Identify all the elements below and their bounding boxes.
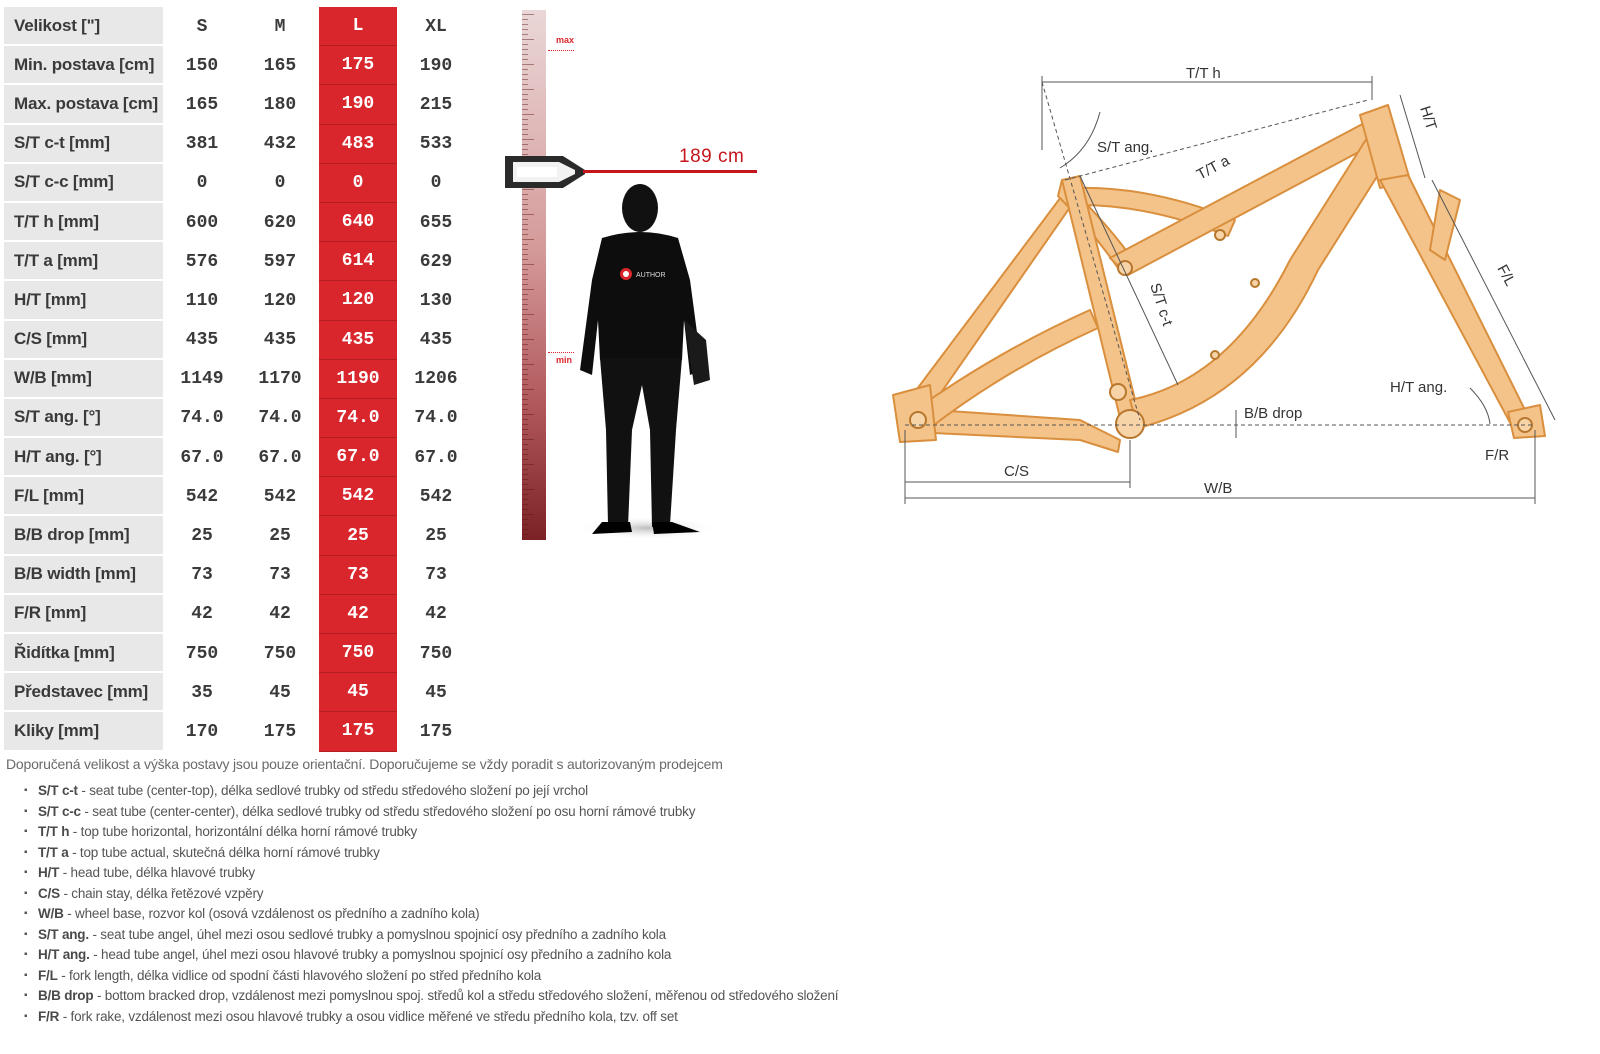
ruler-tick <box>522 464 534 465</box>
ruler-tick <box>522 429 528 430</box>
ruler-tick <box>522 404 528 405</box>
ruler-tick <box>522 129 528 130</box>
frame-geometry-diagram <box>880 55 1580 525</box>
ruler-tick <box>522 514 534 515</box>
label-ht-ang: H/T ang. <box>1390 379 1448 396</box>
cell-size-s: 25 <box>191 526 213 547</box>
cell-size-l: 67.0 <box>319 438 397 477</box>
ruler-tick <box>522 29 528 30</box>
cell-size-m: 45 <box>269 682 291 703</box>
note-text: - bottom bracked drop, vzdálenost mezi pomyslnou spoj. středů kol a středu středového složení, měřenou od středového složení <box>93 988 839 1003</box>
ruler-tick <box>522 359 528 360</box>
ruler-tick <box>522 494 528 495</box>
ruler-tick <box>522 424 528 425</box>
cell-size-s: 73 <box>191 565 213 586</box>
geometry-notes <box>6 756 1006 1027</box>
cell-size-s: 1149 <box>180 369 224 390</box>
ruler-tick <box>522 519 528 520</box>
row-label: F/L [mm] <box>4 477 163 516</box>
ruler-tick <box>522 139 534 140</box>
ruler-tick <box>522 469 528 470</box>
cell-size-xl: 73 <box>425 565 447 586</box>
note-term: W/B <box>38 906 64 921</box>
ruler-tick <box>522 254 528 255</box>
note-item <box>24 925 1006 946</box>
cell-size-m: 432 <box>263 134 297 155</box>
ruler-tick <box>522 479 528 480</box>
cell-size-s: 150 <box>185 55 219 76</box>
size-s-header: S <box>196 16 208 37</box>
ruler-min-marker <box>548 352 574 353</box>
cell-size-l: 750 <box>319 634 397 673</box>
cell-size-xl: 130 <box>419 290 453 311</box>
label-st-ang: S/T ang. <box>1097 139 1154 156</box>
note-text: - wheel base, rozvor kol (osová vzdálenost os předního a zadního kola) <box>63 906 480 921</box>
row-label: F/R [mm] <box>4 595 163 634</box>
row-label: H/T ang. [°] <box>4 438 163 477</box>
ruler-tick <box>522 409 528 410</box>
cell-size-xl: 67.0 <box>414 447 458 468</box>
ruler-tick <box>522 74 528 75</box>
cell-size-l: 435 <box>319 321 397 360</box>
table-body <box>4 46 475 751</box>
ruler-tick <box>522 459 528 460</box>
ruler-tick <box>522 99 528 100</box>
ruler-tick <box>522 219 528 220</box>
note-term: B/B drop <box>38 988 94 1003</box>
ruler-tick <box>522 454 528 455</box>
note-text: - fork length, délka vidlice od spodní části hlavového složení po střed předního kola <box>57 967 542 983</box>
table-row <box>4 360 475 399</box>
cell-size-m: 750 <box>263 643 297 664</box>
ruler-tick <box>522 509 528 510</box>
label-bb-drop: B/B drop <box>1244 405 1303 422</box>
ruler-tick <box>522 354 528 355</box>
ruler-tick <box>522 294 528 295</box>
ruler-tick <box>522 289 534 290</box>
ruler-tick <box>522 234 528 235</box>
ruler-tick <box>522 489 534 490</box>
ruler-tick <box>522 229 528 230</box>
ruler-tick <box>522 59 528 60</box>
note-term: H/T <box>38 865 60 880</box>
ruler-tick <box>522 224 528 225</box>
row-label: Min. postava [cm] <box>4 46 163 85</box>
ruler-tick <box>522 44 528 45</box>
rider-height-label: 189 cm <box>679 146 745 167</box>
cell-size-s: 67.0 <box>180 447 224 468</box>
table-header-row <box>4 7 475 46</box>
cell-size-xl: 629 <box>419 251 453 272</box>
table-row <box>4 164 475 203</box>
ruler-tick <box>522 209 528 210</box>
ruler-tick <box>522 214 534 215</box>
note-item <box>24 966 1006 987</box>
ruler-tick <box>522 444 528 445</box>
ruler-tick <box>522 14 534 15</box>
row-label: W/B [mm] <box>4 360 163 399</box>
ruler-tick <box>522 339 534 340</box>
ruler-tick <box>522 364 534 365</box>
note-term: S/T c-t <box>38 783 78 798</box>
cell-size-l: 175 <box>319 712 397 751</box>
cell-size-m: 42 <box>269 604 291 625</box>
ruler-tick <box>522 264 534 265</box>
ruler-tick <box>522 284 528 285</box>
ruler-tick <box>522 39 534 40</box>
cell-size-l: 640 <box>319 203 397 242</box>
cell-size-xl: 175 <box>419 721 453 742</box>
label-st-ct: S/T c-t <box>1146 280 1176 328</box>
ruler-tick <box>522 199 528 200</box>
ruler-tick <box>522 194 528 195</box>
note-item <box>24 945 1006 966</box>
note-term: T/T h <box>38 824 70 839</box>
label-cs: C/S <box>1004 463 1030 480</box>
row-label: H/T [mm] <box>4 281 163 320</box>
note-text: - top tube actual, skutečná délka horní rámové trubky <box>68 844 380 860</box>
table-row <box>4 556 475 595</box>
size-l-header: L <box>319 7 397 46</box>
ruler-tick <box>522 529 528 530</box>
cell-size-s: 74.0 <box>180 408 224 429</box>
ruler-tick <box>522 524 528 525</box>
cell-size-l: 42 <box>319 595 397 634</box>
ruler-tick <box>522 49 528 50</box>
ruler-tick <box>522 344 528 345</box>
ruler-tick <box>522 329 528 330</box>
height-ruler <box>522 10 546 540</box>
ruler-tick <box>522 54 528 55</box>
cell-size-s: 600 <box>185 212 219 233</box>
ruler-tick <box>522 259 528 260</box>
ruler-tick <box>522 244 528 245</box>
ruler-tick <box>522 499 528 500</box>
cell-size-l: 0 <box>319 164 397 203</box>
table-row <box>4 399 475 438</box>
cell-size-m: 74.0 <box>258 408 302 429</box>
ruler-max-label: max <box>556 35 575 45</box>
ruler-tick <box>522 319 528 320</box>
cell-size-m: 175 <box>263 721 297 742</box>
row-label: T/T h [mm] <box>4 203 163 242</box>
ruler-tick <box>522 239 534 240</box>
ruler-tick <box>522 269 528 270</box>
cell-size-l: 483 <box>319 125 397 164</box>
cell-size-s: 42 <box>191 604 213 625</box>
note-term: C/S <box>38 885 60 901</box>
note-term: F/L <box>38 967 58 983</box>
note-text: - top tube horizontal, horizontální délka horní rámové trubky <box>69 824 418 839</box>
size-xl-header: XL <box>425 16 447 37</box>
cell-size-xl: 42 <box>425 604 447 625</box>
label-fl: F/L <box>1493 261 1519 290</box>
ruler-tick <box>522 314 534 315</box>
row-label: S/T ang. [°] <box>4 399 163 438</box>
table-row <box>4 634 475 673</box>
label-fr: F/R <box>1485 447 1510 464</box>
row-label: S/T c-t [mm] <box>4 125 163 164</box>
table-row <box>4 477 475 516</box>
note-item <box>24 822 1006 843</box>
note-item <box>24 884 1006 905</box>
geometry-table <box>4 7 475 752</box>
cell-size-xl: 435 <box>419 330 453 351</box>
ruler-tick <box>522 119 528 120</box>
cell-size-m: 0 <box>274 173 286 194</box>
note-term: T/T a <box>38 844 69 860</box>
cell-size-m: 67.0 <box>258 447 302 468</box>
label-ht: H/T <box>1416 103 1440 133</box>
table-row <box>4 321 475 360</box>
ruler-tick <box>522 69 528 70</box>
cell-size-xl: 750 <box>419 643 453 664</box>
cell-size-s: 381 <box>185 134 219 155</box>
ruler-tick <box>522 79 528 80</box>
ruler-tick <box>522 324 528 325</box>
ruler-tick <box>522 109 528 110</box>
row-label: S/T c-c [mm] <box>4 164 163 203</box>
ruler-tick <box>522 19 528 20</box>
note-item <box>24 986 1006 1007</box>
ruler-tick <box>522 389 534 390</box>
ruler-tick <box>522 434 528 435</box>
table-row <box>4 673 475 712</box>
cell-size-s: 35 <box>191 682 213 703</box>
ruler-tick <box>522 94 528 95</box>
note-term: F/R <box>38 1008 60 1024</box>
table-row <box>4 516 475 555</box>
cell-size-m: 120 <box>263 290 297 311</box>
row-label: Představec [mm] <box>4 673 163 712</box>
note-text: - head tube angel, úhel mezi osou hlavové trubky a pomyslnou spojnicí osy předního a zadního kola <box>89 947 672 962</box>
cell-size-l: 1190 <box>319 360 397 399</box>
cell-size-s: 750 <box>185 643 219 664</box>
ruler-tick <box>522 399 528 400</box>
rider-silhouette <box>572 170 722 550</box>
size-header-label: Velikost ["] <box>4 7 163 46</box>
ruler-tick <box>522 419 528 420</box>
ruler-tick <box>522 299 528 300</box>
row-label: Kliky [mm] <box>4 712 163 751</box>
note-text: - head tube, délka hlavové trubky <box>59 865 255 880</box>
note-term: S/T c-c <box>38 803 81 819</box>
row-label: Řidítka [mm] <box>4 634 163 673</box>
ruler-tick <box>522 204 528 205</box>
table-row <box>4 242 475 281</box>
table-row <box>4 281 475 320</box>
ruler-tick <box>522 64 534 65</box>
cell-size-xl: 655 <box>419 212 453 233</box>
note-item <box>24 802 1006 823</box>
cell-size-m: 165 <box>263 55 297 76</box>
ruler-tick <box>522 394 528 395</box>
ruler-tick <box>522 474 528 475</box>
row-label: B/B drop [mm] <box>4 516 163 555</box>
cell-size-l: 190 <box>319 85 397 124</box>
cell-size-l: 542 <box>319 477 397 516</box>
label-tt-a: T/T a <box>1193 152 1233 184</box>
cell-size-xl: 190 <box>419 55 453 76</box>
ruler-tick <box>522 279 528 280</box>
table-row <box>4 595 475 634</box>
cell-size-m: 1170 <box>258 369 302 390</box>
cell-size-xl: 45 <box>425 682 447 703</box>
row-label: T/T a [mm] <box>4 242 163 281</box>
notes-intro: Doporučená velikost a výška postavy jsou pouze orientační. Doporučujeme se vždy poradit s autorizovaným prodejcem <box>6 756 723 772</box>
cell-size-l: 73 <box>319 556 397 595</box>
ruler-tick <box>522 89 534 90</box>
note-item <box>24 781 1006 802</box>
table-row <box>4 85 475 124</box>
cell-size-m: 25 <box>269 526 291 547</box>
cell-size-m: 542 <box>263 486 297 507</box>
ruler-tick <box>522 439 534 440</box>
cell-size-s: 170 <box>185 721 219 742</box>
ruler-max-marker <box>548 50 574 51</box>
ruler-tick <box>522 144 528 145</box>
cell-size-s: 0 <box>196 173 208 194</box>
ruler-tick <box>522 534 528 535</box>
cell-size-s: 435 <box>185 330 219 351</box>
table-row <box>4 46 475 85</box>
ruler-tick <box>522 384 528 385</box>
cell-size-l: 74.0 <box>319 399 397 438</box>
label-wb: W/B <box>1204 480 1233 497</box>
cell-size-m: 180 <box>263 94 297 115</box>
ruler-tick <box>522 114 534 115</box>
note-text: - chain stay, délka řetězové vzpěry <box>59 885 264 901</box>
ruler-tick <box>522 349 528 350</box>
table-row <box>4 125 475 164</box>
ruler-tick <box>522 84 528 85</box>
row-label: Max. postava [cm] <box>4 85 163 124</box>
cell-size-l: 45 <box>319 673 397 712</box>
ruler-min-label: min <box>556 355 573 365</box>
ruler-tick <box>522 274 528 275</box>
note-text: - seat tube angel, úhel mezi osou sedlové trubky a pomyslnou spojnicí osy předního a zadního kola <box>88 926 666 942</box>
cell-size-xl: 533 <box>419 134 453 155</box>
ruler-tick <box>522 379 528 380</box>
label-tt-h: T/T h <box>1186 65 1221 82</box>
table-row <box>4 438 475 477</box>
cell-size-xl: 25 <box>425 526 447 547</box>
ruler-tick <box>522 24 528 25</box>
row-label: C/S [mm] <box>4 321 163 360</box>
cell-size-s: 165 <box>185 94 219 115</box>
row-label: B/B width [mm] <box>4 556 163 595</box>
cell-size-l: 25 <box>319 516 397 555</box>
ruler-tick <box>522 414 534 415</box>
note-term: H/T ang. <box>38 947 90 962</box>
ruler-tick <box>522 334 528 335</box>
cell-size-l: 175 <box>319 46 397 85</box>
ruler-tick <box>522 369 528 370</box>
cell-size-xl: 542 <box>419 486 453 507</box>
cell-size-xl: 0 <box>430 173 442 194</box>
note-item <box>24 843 1006 864</box>
cell-size-s: 542 <box>185 486 219 507</box>
jersey-brand-text: AUTHOR <box>636 272 666 279</box>
cell-size-xl: 74.0 <box>414 408 458 429</box>
note-text: - seat tube (center-top), délka sedlové trubky od středu středového složení po její vrchol <box>77 783 588 798</box>
cell-size-xl: 1206 <box>414 369 458 390</box>
cell-size-l: 120 <box>319 281 397 320</box>
cell-size-l: 614 <box>319 242 397 281</box>
ruler-tick <box>522 504 528 505</box>
ruler-tick <box>522 304 528 305</box>
note-text: - seat tube (center-center), délka sedlové trubky od středu středového složení po osu horní rámové trubky <box>80 803 696 819</box>
note-item <box>24 863 1006 884</box>
table-row <box>4 712 475 751</box>
cell-size-m: 597 <box>263 251 297 272</box>
cell-size-s: 576 <box>185 251 219 272</box>
ruler-tick <box>522 449 528 450</box>
ruler-tick <box>522 104 528 105</box>
size-m-header: M <box>274 16 286 37</box>
cell-size-m: 435 <box>263 330 297 351</box>
note-item <box>24 904 1006 925</box>
ruler-tick <box>522 34 528 35</box>
ruler-tick <box>522 484 528 485</box>
ruler-tick <box>522 124 528 125</box>
ruler-tick <box>522 249 528 250</box>
cell-size-s: 110 <box>185 290 219 311</box>
ruler-tick <box>522 134 528 135</box>
cell-size-m: 620 <box>263 212 297 233</box>
cell-size-m: 73 <box>269 565 291 586</box>
cell-size-xl: 215 <box>419 94 453 115</box>
ruler-tick <box>522 374 528 375</box>
note-item <box>24 1007 1006 1028</box>
table-row <box>4 203 475 242</box>
ruler-tick <box>522 309 528 310</box>
note-text: - fork rake, vzdálenost mezi osou hlavové trubky a osou vidlice měřené ve středu předního kola, tzv. off set <box>59 1008 678 1024</box>
note-term: S/T ang. <box>38 926 89 942</box>
notes-list <box>6 781 1006 1027</box>
